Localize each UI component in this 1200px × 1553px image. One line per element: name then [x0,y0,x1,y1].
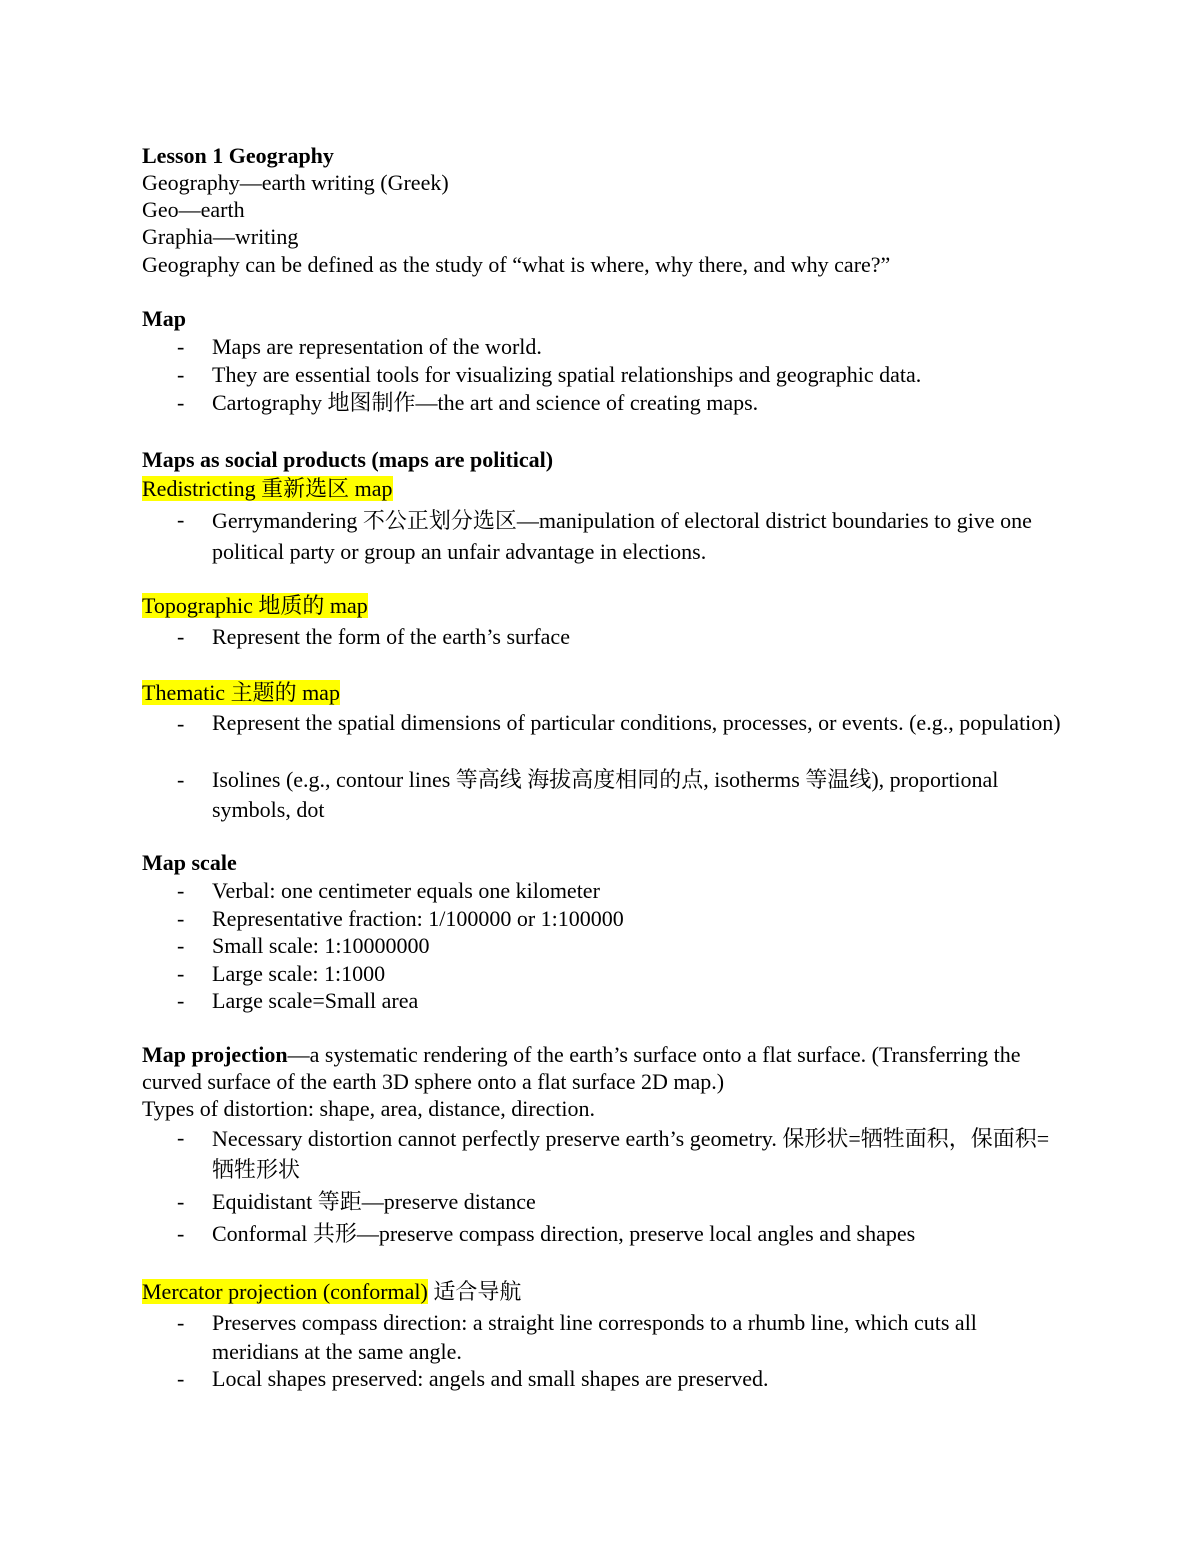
mercator-projection-label: Mercator projection (conformal) 适合导航 [142,1279,522,1304]
bullet-dash: - [177,1366,185,1391]
bullet-dash: - [177,961,185,986]
bullet-dash: - [177,507,185,532]
bullet-dash: - [177,988,185,1013]
document-page: Lesson 1 Geography Geography—earth writing (Greek) Geo—earth Graphia—writing Geography can be defined as the study of “what is where, why there, and why care?” Map - Maps are representation of the world. - They are essential tools for visualizing spatial relationships and geographic data. - Cartography 地图制作—the art and science of creating maps. Maps as social products (maps are political) Redistricting 重新选区 map - Gerrymandering 不公正划分选区—manipulation of electoral district boundaries to give one political party or group an unfair advantage in elections. Topographic 地质的 map - Represent the form of the earth’s surface Thematic 主题的 map - Represent the spatial dimensions of particular conditions, processes, or events. (e.g., population) - Isolines (e.g., contour lines 等高线 海拔高度相同的点, isotherms 等温线), proportional symbols, dot Map scale - Verbal: one centimeter equals one kilometer - Representative fraction: 1/100000 or 1:100000 - Small scale: 1:10000000 - Large scale: 1:1000 - Large scale=Small area Map projection—a systematic rendering of the earth’s surface onto a flat surface. (Transferring the curved surface of the earth 3D sphere onto a flat surface 2D map.) Types of distortion: shape, area, distance, direction. - Necessary distortion cannot perfectly preserve earth’s geometry. 保形状=牺牲面积，保面积=牺牲形状 - Equidistant 等距—preserve distance - Conformal 共形—preserve compass direction, preserve local angles and shapes Mercator projection (conformal) 适合导航 - Preserves compass direction: a straight line corresponds to a rhumb line, which cuts all meridians at the same angle. - Local shapes preserved: angels and small shapes are preserved. [142,143,1061,1391]
bullet-dash: - [177,1189,185,1214]
redistricting-map-label: Redistricting 重新选区 map [142,476,393,501]
bullet-dash: - [177,334,185,359]
intro-line: Geography—earth writing (Greek) [142,170,449,195]
intro-definition: Geography can be defined as the study of “what is where, why there, and why care?” [142,252,891,277]
intro-line: Geo—earth [142,197,245,222]
map-scale-heading: Map scale [142,850,237,875]
intro-line: Graphia—writing [142,224,299,249]
bullet-dash: - [177,390,185,415]
bullet-dash: - [177,878,185,903]
social-products-heading: Maps as social products (maps are political) [142,447,554,472]
thematic-map-label: Thematic 主题的 map [142,680,340,705]
bullet-dash: - [177,767,185,792]
bullet-dash: - [177,906,185,931]
map-projection-paragraph: Map projection—a systematic rendering of the earth’s surface onto a flat surface. (Transferring the curved surface of the earth 3D sphere onto a flat surface 2D map.) [142,1042,1021,1094]
map-projection-term: Map projection [142,1042,288,1067]
distortion-types: Types of distortion: shape, area, distance, direction. [142,1096,595,1121]
bullet-dash: - [177,362,185,387]
lesson-title: Lesson 1 Geography [142,143,334,168]
bullet-dash: - [177,1310,185,1335]
bullet-dash: - [177,1125,185,1150]
map-heading: Map [142,306,186,331]
topographic-map-label: Topographic 地质的 map [142,593,368,618]
bullet-dash: - [177,1221,185,1246]
bullet-dash: - [177,624,185,649]
bullet-dash: - [177,711,185,736]
bullet-dash: - [177,933,185,958]
